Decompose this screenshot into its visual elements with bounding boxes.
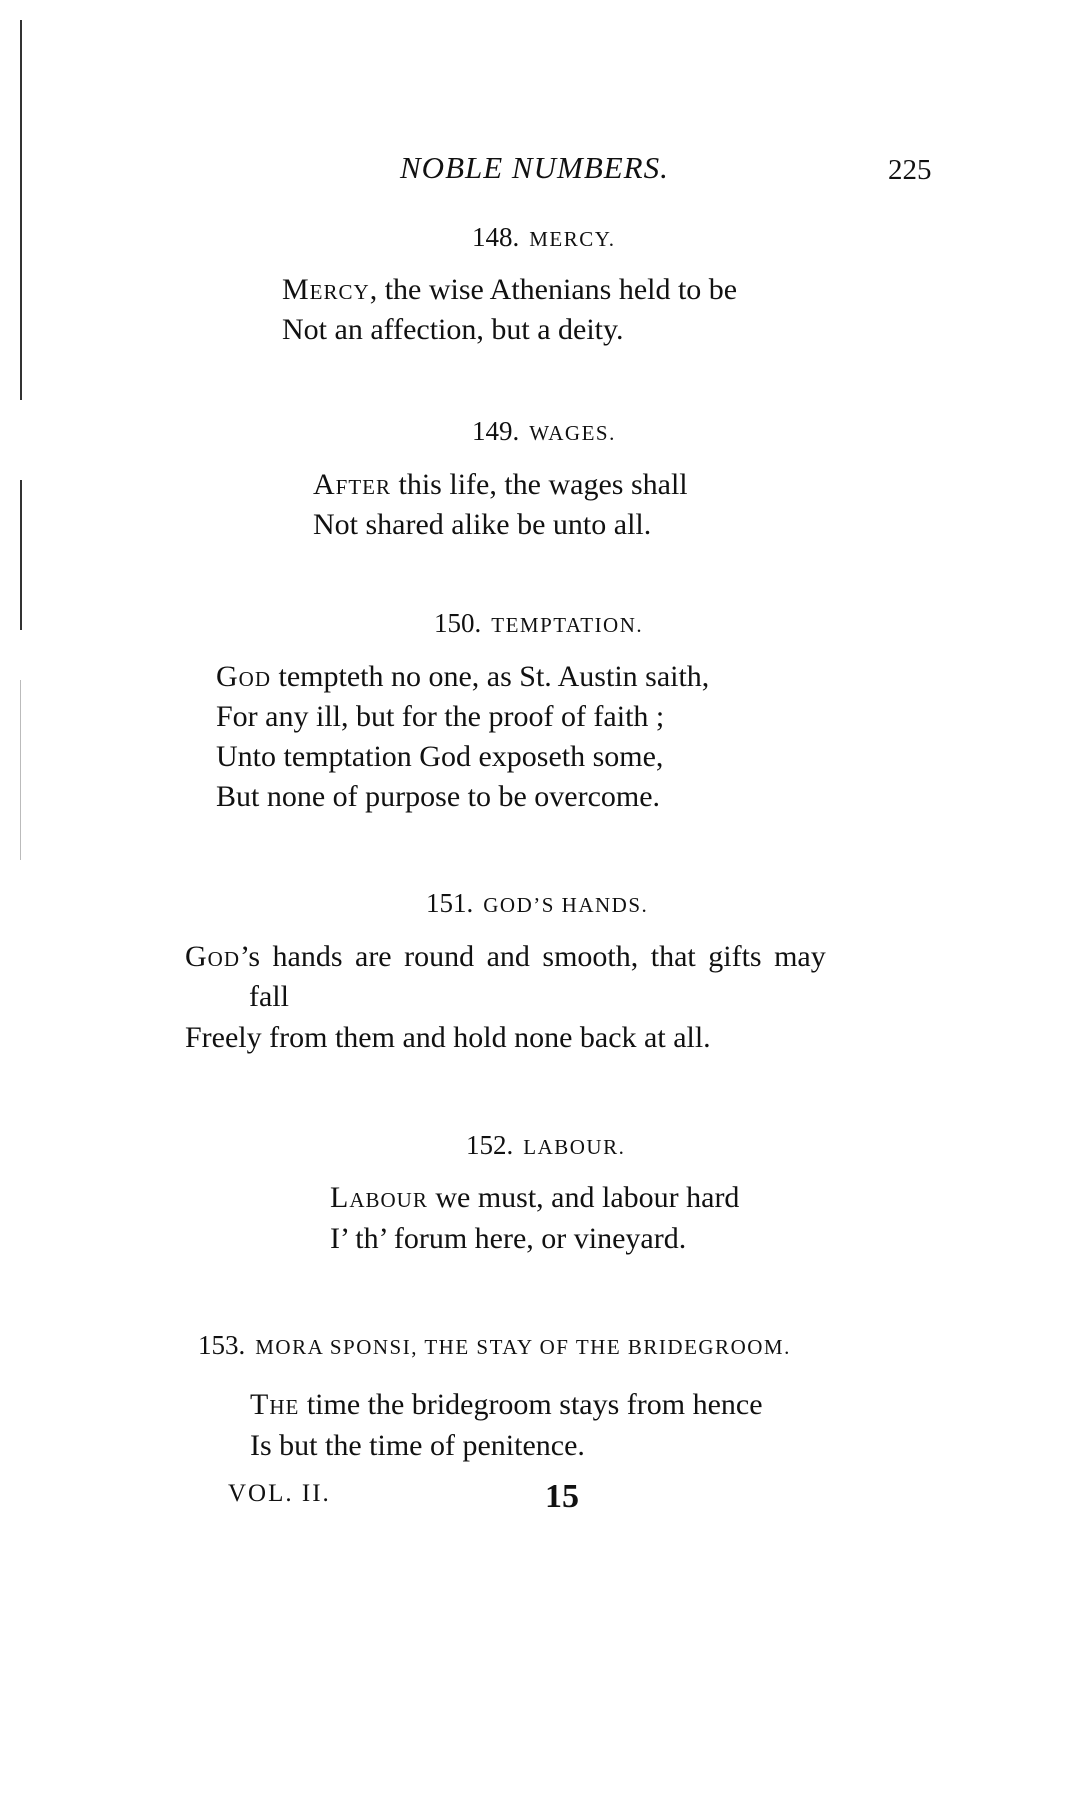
line-text: Unto temptation God exposeth some, [216,740,664,773]
line-text: we must, and labour hard [427,1181,740,1214]
poem-title: MERCY. [529,227,616,251]
poem-title: MORA SPONSI, THE STAY OF THE BRIDEGROOM. [255,1335,791,1359]
poem-heading [198,1330,791,1361]
page-number: 225 [888,154,932,186]
poem-line [330,1219,686,1259]
poem-line [313,505,651,545]
drop-word: After [313,468,392,501]
line-text: fall [249,980,289,1013]
poem-heading [472,416,616,447]
line-text: this life, the wages shall [391,468,688,501]
scan-margin-line [20,480,22,630]
drop-word: God [216,660,271,693]
poem-line [250,1385,763,1425]
drop-word: Mercy [282,273,370,306]
line-text: Not an affection, but a deity. [282,313,624,346]
poem-heading [466,1130,625,1161]
poem-number: 149. [472,416,520,446]
signature-mark: 15 [545,1478,579,1515]
poem-line [185,937,826,977]
line-text: Freely from them and hold none back at all. [185,1021,711,1054]
poem-line [282,270,737,310]
poem-title: TEMPTATION. [491,613,644,637]
poem-line [330,1178,739,1218]
scan-margin-line [20,20,22,400]
poem-line [313,465,688,505]
poem-number: 153. [198,1330,246,1360]
poem-title: WAGES. [529,421,616,445]
scan-margin-dots [20,680,21,860]
line-text: Is but the time of penitence. [250,1429,585,1462]
poem-line [249,977,289,1017]
line-text: , the wise Athenians held to be [369,273,738,306]
poem-title: GOD’S HANDS. [483,893,649,917]
poem-number: 152. [466,1130,514,1160]
poem-title: LABOUR. [523,1135,626,1159]
drop-word: Labour [330,1181,428,1214]
poem-heading [426,888,648,919]
poem-line [216,697,664,737]
line-text: time the bridegroom stays from hence [299,1388,763,1421]
poem-line [250,1426,585,1466]
running-title: NOBLE NUMBERS. [400,150,669,185]
poem-number: 148. [472,222,520,252]
line-text: Not shared alike be unto all. [313,508,652,541]
line-text: ’s hands are round and smooth, that gifts may [240,940,826,973]
poem-line [216,657,709,697]
line-text: tempteth no one, as St. Austin saith, [271,660,710,693]
poem-heading [434,608,643,639]
line-text: But none of purpose to be overcome. [216,780,661,813]
drop-word: The [250,1388,300,1421]
poem-line [216,737,663,777]
poem-number: 151. [426,888,474,918]
line-text: I’ th’ forum here, or vineyard. [330,1222,687,1255]
poem-line [282,310,624,350]
poem-line [185,1018,711,1058]
drop-word: God [185,940,240,973]
poem-line [216,777,660,817]
volume-label: VOL. II. [228,1480,331,1507]
poem-heading [472,222,615,253]
line-text: For any ill, but for the proof of faith ; [216,700,665,733]
poem-number: 150. [434,608,482,638]
